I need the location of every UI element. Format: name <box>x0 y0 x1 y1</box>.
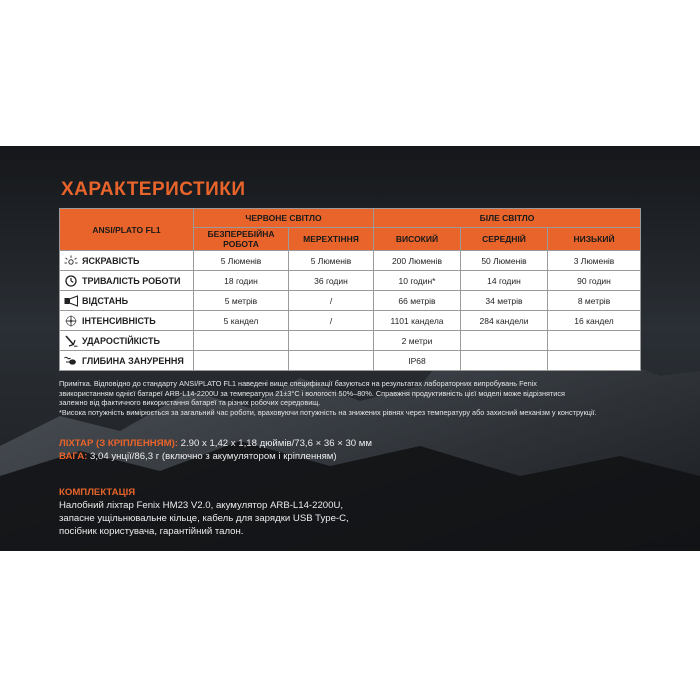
table-cell: 36 годин <box>289 271 374 291</box>
note-line: *Висока потужність вимірюється за загальний час роботи, враховуючи потужність на знижених рівнях через температуру або захисний механізм у конструкції. <box>59 407 597 417</box>
note-line: залежно від фактичного використання батареї та різних робочих середовищ. <box>59 398 321 408</box>
table-cell: 16 кандел <box>548 311 641 331</box>
runtime-clock-icon <box>64 275 78 287</box>
row-label: ЯСКРАВІСТЬ <box>60 251 194 271</box>
section-title: ХАРАКТЕРИСТИКИ <box>61 179 246 200</box>
table-cell: 5 Люменів <box>289 251 374 271</box>
table-cell: 5 метрів <box>194 291 289 311</box>
table-row <box>60 271 641 291</box>
table-cell: 2 метри <box>374 331 461 351</box>
row-label: ВІДСТАНЬ <box>60 291 194 311</box>
white-light-header: БІЛЕ СВІТЛО <box>374 209 641 228</box>
dimensions-block <box>59 438 389 463</box>
table-cell <box>461 351 548 371</box>
row-label: ІНТЕНСИВНІСТЬ <box>60 311 194 331</box>
mode-header: СЕРЕДНІЙ <box>461 228 548 251</box>
table-cell: 200 Люменів <box>374 251 461 271</box>
table-cell <box>461 331 548 351</box>
mode-header: МЕРЕХТІННЯ <box>289 228 374 251</box>
spec-table <box>59 208 641 371</box>
submersion-icon <box>64 355 78 367</box>
spec-banner <box>0 146 700 551</box>
weight-label: ВАГА: <box>59 450 88 462</box>
table-cell: IP68 <box>374 351 461 371</box>
table-cell: 18 годин <box>194 271 289 291</box>
brightness-icon <box>64 255 78 267</box>
table-cell: 1101 кандела <box>374 311 461 331</box>
footnotes <box>59 379 649 417</box>
row-label: ГЛИБИНА ЗАНУРЕННЯ <box>60 351 194 371</box>
size-value: 2.90 х 1,42 х 1,18 дюймів/73,6 × 36 × 30 мм <box>180 438 372 449</box>
note-line: звикористанням однієї батареї ARB-L14-2200U за температури 21±3°C і вологості 50%–80%. Справжня продуктивність цієї моделі може відрізнятися <box>59 388 565 398</box>
package-label: КОМПЛЕКТАЦІЯ <box>59 487 136 498</box>
table-cell: 10 годин* <box>374 271 461 291</box>
distance-beam-icon <box>64 295 78 307</box>
table-cell: 50 Люменів <box>461 251 548 271</box>
mode-header: БЕЗПЕРЕБІЙНА РОБОТА <box>194 228 289 251</box>
table-cell <box>194 331 289 351</box>
red-light-header: ЧЕРВОНЕ СВІТЛО <box>194 209 374 228</box>
table-cell: 14 годин <box>461 271 548 291</box>
package-text: Налобний ліхтар Fenix HM23 V2.0, акумулятор ARB-L14-2200U, запасне ущільнювальне кільце, кабель для зарядки USB Type-C, посібник користувача, гарантійний талон. <box>59 500 349 537</box>
table-cell: 284 кандели <box>461 311 548 331</box>
row-label: ТРИВАЛІСТЬ РОБОТИ <box>60 271 194 291</box>
table-cell <box>289 351 374 371</box>
table-cell <box>289 331 374 351</box>
table-cell: 8 метрів <box>548 291 641 311</box>
table-row <box>60 351 641 371</box>
table-cell: 90 годин <box>548 271 641 291</box>
table-cell: 5 кандел <box>194 311 289 331</box>
note-line: Примітка. Відповідно до стандарту ANSI/PLATO FL1 наведені вище специфікації базуються на результатах лабораторних випробувань Fenix <box>59 379 537 388</box>
table-cell: 5 Люменів <box>194 251 289 271</box>
table-cell <box>548 351 641 371</box>
row-label: УДАРОСТІЙКІСТЬ <box>60 331 194 351</box>
intensity-icon <box>64 315 78 327</box>
standard-header: ANSI/PLATO FL1 <box>60 209 194 251</box>
table-cell: 3 Люменів <box>548 251 641 271</box>
table-cell: 66 метрів <box>374 291 461 311</box>
table-cell: 34 метрів <box>461 291 548 311</box>
table-row <box>60 311 641 331</box>
table-cell: / <box>289 311 374 331</box>
table-cell <box>194 351 289 371</box>
table-row <box>60 251 641 271</box>
impact-resistance-icon <box>64 335 78 347</box>
table-row <box>60 291 641 311</box>
weight-value: 3,04 унції/86,3 г (включно з акумулятором і кріпленням) <box>90 450 337 462</box>
table-header-row <box>60 209 641 228</box>
table-row <box>60 331 641 351</box>
mode-header: ВИСОКИЙ <box>374 228 461 251</box>
table-cell <box>548 331 641 351</box>
package-contents <box>59 486 369 538</box>
size-label: ЛІХТАР (З КРІПЛЕННЯМ): <box>59 438 178 449</box>
mode-header: НИЗЬКИЙ <box>548 228 641 251</box>
table-cell: / <box>289 291 374 311</box>
